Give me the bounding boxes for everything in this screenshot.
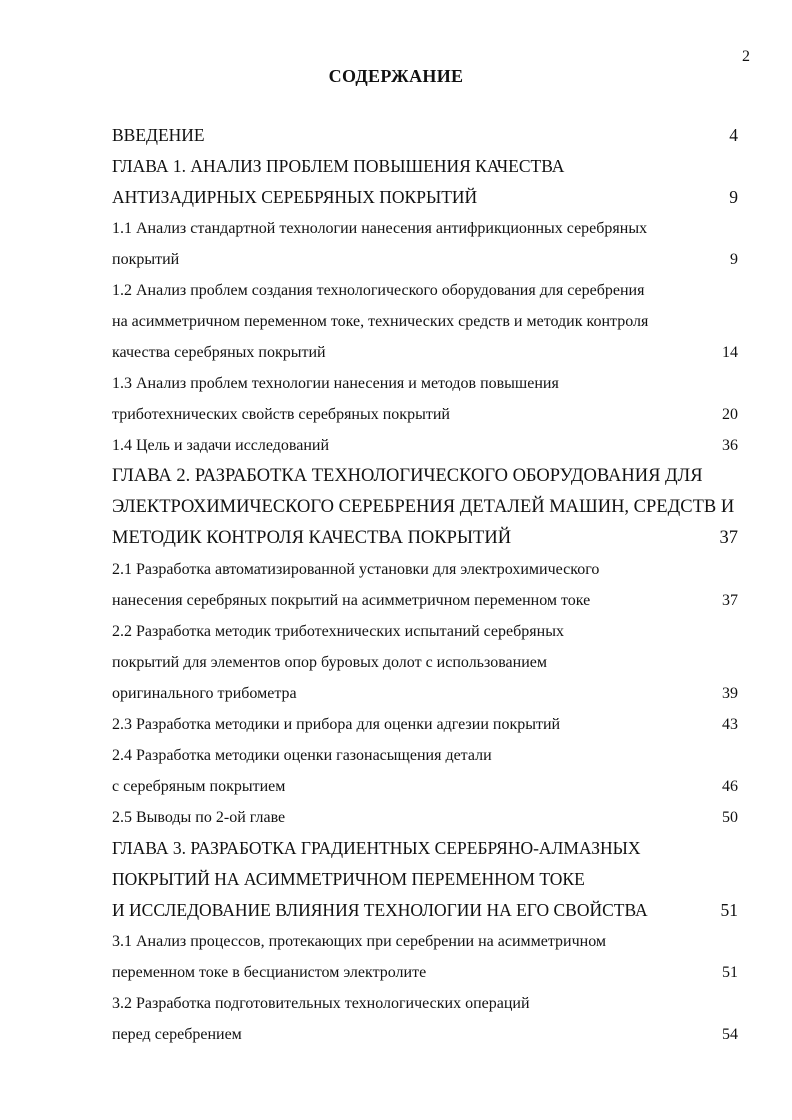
toc-entry-2-1-line-2 [112, 585, 738, 616]
toc-entry-1-1-line-1 [112, 213, 738, 244]
toc-entry-text: покрытий [112, 251, 180, 268]
toc-entry-3-1-line-1 [112, 926, 738, 957]
toc-entry-2-5 [112, 802, 738, 833]
toc-entry-1-3-line-1 [112, 368, 738, 399]
toc-entry-1-3-line-2 [112, 399, 738, 430]
toc-entry-1-4 [112, 430, 738, 461]
toc-entry-text: 1.3 Анализ проблем технологии нанесения и методов повышения [112, 375, 559, 392]
toc-entry-chapter-2-line-2 [112, 492, 738, 523]
toc-entry-text: ГЛАВА 2. РАЗРАБОТКА ТЕХНОЛОГИЧЕСКОГО ОБОРУДОВАНИЯ ДЛЯ [112, 466, 703, 486]
toc-entry-text: ГЛАВА 1. АНАЛИЗ ПРОБЛЕМ ПОВЫШЕНИЯ КАЧЕСТВА [112, 156, 565, 176]
toc-entry-chapter-2-line-1 [112, 461, 738, 492]
toc-entry-chapter-3-line-1 [112, 833, 738, 864]
toc-entry-2-2-line-2 [112, 647, 738, 678]
toc-entry-chapter-1-line-1 [112, 151, 738, 182]
toc-entry-text: 2.4 Разработка методики оценки газонасыщения детали [112, 747, 492, 764]
toc-entry-text: 2.1 Разработка автоматизированной установки для электрохимического [112, 561, 600, 578]
toc-page-number: 20 [722, 406, 738, 423]
toc-entry-text: нанесения серебряных покрытий на асимметричном переменном токе [112, 592, 591, 609]
page-number: 2 [742, 48, 750, 65]
toc-page-number: 37 [722, 592, 738, 609]
toc-entry-text: 3.1 Анализ процессов, протекающих при серебрении на асимметричном [112, 933, 607, 950]
toc-page-number: 4 [729, 125, 738, 145]
toc-entry-text: ГЛАВА 3. РАЗРАБОТКА ГРАДИЕНТНЫХ СЕРЕБРЯНО-АЛМАЗНЫХ [112, 838, 641, 858]
toc-page-number: 37 [719, 528, 738, 548]
toc-entry-text: оригинального трибометра [112, 685, 297, 702]
toc-entry-text: 2.5 Выводы по 2-ой главе [112, 809, 286, 826]
toc-entry-1-1-line-2 [112, 244, 738, 275]
toc-entry-text: переменном токе в бесцианистом электролите [112, 964, 427, 981]
toc-entry-text: покрытий для элементов опор буровых долот с использованием [112, 654, 547, 671]
toc-entry-text: 1.1 Анализ стандартной технологии нанесения антифрикционных серебряных [112, 220, 648, 237]
toc-entry-text: 1.4 Цель и задачи исследований [112, 437, 330, 454]
toc-entry-text: МЕТОДИК КОНТРОЛЯ КАЧЕСТВА ПОКРЫТИЙ [112, 528, 512, 548]
toc-page-number: 54 [722, 1026, 738, 1043]
toc-entry-text: АНТИЗАДИРНЫХ СЕРЕБРЯНЫХ ПОКРЫТИЙ [112, 187, 478, 207]
toc-entry-intro [112, 120, 738, 151]
table-of-contents [112, 120, 738, 1050]
toc-entry-text: 2.3 Разработка методики и прибора для оценки адгезии покрытий [112, 716, 561, 733]
toc-entry-2-4-line-2 [112, 771, 738, 802]
toc-entry-chapter-1-line-2 [112, 182, 738, 213]
toc-page-number: 46 [722, 778, 738, 795]
toc-entry-text: на асимметричном переменном токе, технических средств и методик контроля [112, 313, 649, 330]
toc-entry-text: триботехнических свойств серебряных покрытий [112, 406, 450, 423]
toc-page-number: 50 [722, 809, 738, 826]
toc-page-number: 51 [722, 964, 738, 981]
toc-entry-chapter-2-line-3 [112, 523, 738, 554]
toc-entry-text: перед серебрением [112, 1026, 242, 1043]
toc-entry-1-2-line-1 [112, 275, 738, 306]
toc-page-number: 14 [722, 344, 738, 361]
toc-entry-1-2-line-2 [112, 306, 738, 337]
toc-entry-2-4-line-1 [112, 740, 738, 771]
toc-page-number: 43 [722, 716, 738, 733]
page-title: СОДЕРЖАНИЕ [328, 66, 464, 86]
toc-page-number: 39 [722, 685, 738, 702]
toc-entry-2-2-line-1 [112, 616, 738, 647]
toc-entry-text: качества серебряных покрытий [112, 344, 326, 361]
toc-entry-chapter-3-line-2 [112, 864, 738, 895]
toc-entry-2-2-line-3 [112, 678, 738, 709]
toc-entry-text: И ИССЛЕДОВАНИЕ ВЛИЯНИЯ ТЕХНОЛОГИИ НА ЕГО СВОЙСТВА [112, 900, 648, 920]
toc-entry-text: ПОКРЫТИЙ НА АСИММЕТРИЧНОМ ПЕРЕМЕННОМ ТОКЕ [112, 869, 585, 889]
toc-entry-text: 3.2 Разработка подготовительных технологических операций [112, 995, 530, 1012]
toc-entry-chapter-3-line-3 [112, 895, 738, 926]
toc-entry-text: ВВЕДЕНИЕ [112, 125, 205, 145]
toc-entry-2-3 [112, 709, 738, 740]
toc-entry-text: 2.2 Разработка методик триботехнических испытаний серебряных [112, 623, 564, 640]
toc-page-number: 9 [729, 187, 738, 207]
toc-entry-text: ЭЛЕКТРОХИМИЧЕСКОГО СЕРЕБРЕНИЯ ДЕТАЛЕЙ МАШИН, СРЕДСТВ И [112, 497, 735, 517]
toc-page-number: 9 [730, 251, 738, 268]
toc-page-number: 36 [722, 437, 738, 454]
toc-entry-3-2-line-2 [112, 1019, 738, 1050]
toc-entry-text: 1.2 Анализ проблем создания технологического оборудования для серебрения [112, 282, 645, 299]
toc-page-number: 51 [720, 900, 738, 920]
toc-entry-text: с серебряным покрытием [112, 778, 286, 795]
toc-entry-3-2-line-1 [112, 988, 738, 1019]
toc-entry-1-2-line-3 [112, 337, 738, 368]
toc-entry-2-1-line-1 [112, 554, 738, 585]
toc-entry-3-1-line-2 [112, 957, 738, 988]
